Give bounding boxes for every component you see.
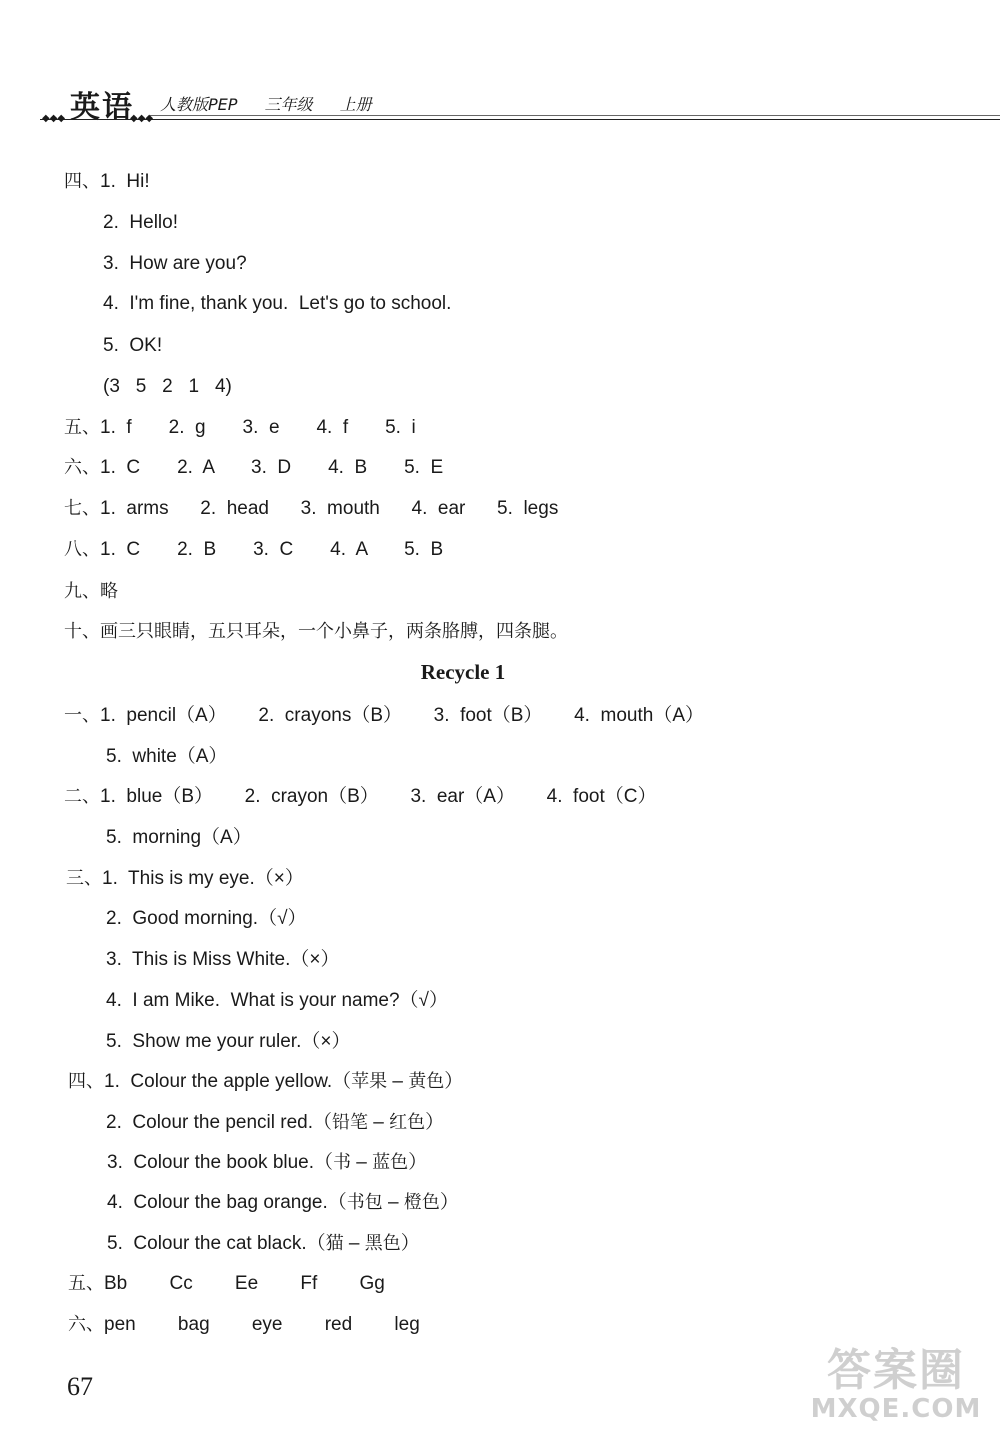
answer-line [66,867,304,891]
answer-text-cn: 铅笔 [332,1112,369,1133]
answer-line [106,1111,444,1135]
answer-text: 3. This is Miss White.（×） [106,949,340,970]
answer-text: 5. Show me your ruler.（×） [106,1031,351,1052]
answer-line [106,907,307,931]
answer-text: 3. How are you? [103,253,247,274]
answer-line [106,1030,350,1054]
answer-text-cn: 一、 [64,705,100,726]
answer-text: 1. blue（B） 2. crayon（B） 3. ear（A） 4. foot（C） [100,786,657,807]
page-number: 67 [67,1372,93,1401]
answer-text: 2. Good morning.（√） [106,908,307,929]
page-header [40,80,1000,130]
answer-line [103,292,451,316]
answer-line [106,989,448,1013]
answer-text-cn: 五、 [68,1273,104,1294]
answer-line [64,620,568,644]
answer-line [103,334,162,358]
answer-text: 1. pencil（A） 2. crayons（B） 3. foot（B） 4. mouth（A） [100,705,704,726]
answer-text: – [343,1233,365,1254]
answer-text: 3. Colour the book blue.（ [107,1152,334,1173]
answer-line [68,1313,420,1337]
answer-line [64,785,656,809]
answer-text: ） [408,1152,428,1173]
answer-line [68,1272,385,1296]
answer-line [64,704,704,728]
answer-line [64,456,443,480]
answer-text-cn: 四、 [64,171,100,192]
answer-text: 5. Colour the cat black.（ [107,1233,326,1254]
answer-text: – [351,1152,373,1173]
answer-text: 1. arms 2. head 3. mouth 4. ear 5. legs [100,498,559,519]
answer-text-cn: 猫 [325,1233,344,1254]
answer-line [107,1191,459,1215]
answer-text: (3 5 2 1 4) [103,376,232,397]
answer-text: 4. I am Mike. What is your name?（√） [106,990,448,1011]
answer-text-cn: 蓝色 [372,1152,409,1173]
answer-text-cn: 七、 [64,498,100,519]
answer-text: 4. I'm fine, thank you. Let's go to school. [103,293,452,314]
answer-text-cn: 六、 [68,1314,104,1335]
answer-line [103,252,247,276]
answer-line [106,948,340,972]
answer-text: 1. Hi! [100,171,150,192]
answer-text-cn: 书 [333,1152,352,1173]
answer-text-cn: 书包 [346,1192,383,1213]
answer-text-cn: 九、略 [64,581,118,602]
answer-text-cn: 黑色 [364,1233,401,1254]
answer-text: ） [439,1192,459,1213]
answer-text: Bb Cc Ee Ff Gg [104,1273,385,1294]
answer-text: pen bag eye red leg [104,1314,420,1335]
answer-line [64,416,416,440]
answer-text: ） [400,1233,420,1254]
answer-text: 2. Hello! [103,212,178,233]
answer-line [106,745,227,769]
answer-line [103,211,178,235]
book-subtitle [160,92,394,115]
answer-line [64,538,443,562]
answer-line [107,1232,420,1256]
answer-text: – [387,1071,409,1092]
header-rule [40,119,1000,120]
volume-label: 上册 [339,95,372,114]
answer-text-cn: 二、 [64,786,100,807]
answer-text: – [382,1192,404,1213]
watermark-line1: 答案圈 [827,1345,965,1396]
answer-text-cn: 六、 [64,457,100,478]
answer-text: 1. C 2. A 3. D 4. B 5. E [100,457,444,478]
answer-text-cn: 红色 [389,1112,426,1133]
answer-line [106,826,252,850]
ornament-icon: ◆◆◆ [130,113,154,124]
answer-text-cn: 橙色 [403,1192,440,1213]
answer-text-cn: 三、 [66,868,102,889]
watermark-logo [806,1334,986,1424]
answer-text: 5. OK! [103,335,163,356]
answer-line [68,1070,463,1094]
answer-text: 1. f 2. g 3. e 4. f 5. i [100,417,416,438]
edition-label: 人教版PEP [160,95,238,114]
answer-text: 1. Colour the apple yellow.（ [104,1071,352,1092]
answer-text-cn: 五、 [64,417,100,438]
answer-text: 1. C 2. B 3. C 4. A 5. B [100,539,444,560]
answer-text: 1. This is my eye.（×） [102,868,304,889]
answer-text: 5. white（A） [106,746,228,767]
answer-text: ） [425,1112,445,1133]
answer-line [64,580,118,604]
answer-text-cn: 八、 [64,539,100,560]
answer-text: 5. morning（A） [106,827,252,848]
watermark-line2: MXQE.COM [810,1394,982,1424]
answer-text: ） [444,1071,464,1092]
answer-line [64,497,558,521]
grade-label: 三年级 [264,95,313,114]
answer-line [64,170,150,194]
answer-text: – [368,1112,390,1133]
book-title: 英语 [70,90,134,125]
answer-text-cn: 四、 [68,1071,104,1092]
ornament-icon: ◆◆◆ [42,113,66,124]
answer-text-cn: 黄色 [408,1071,445,1092]
header-rule-thin [150,115,1000,116]
answer-line [103,375,232,399]
answer-text: 4. Colour the bag orange.（ [107,1192,347,1213]
section-title: Recycle 1 [420,660,506,684]
answer-text-cn: 十、画三只眼睛，五只耳朵，一个小鼻子，两条胳膊，四条腿。 [64,621,568,642]
answer-text-cn: 苹果 [351,1071,388,1092]
answer-text: 2. Colour the pencil red.（ [106,1112,333,1133]
answer-line [107,1151,427,1175]
